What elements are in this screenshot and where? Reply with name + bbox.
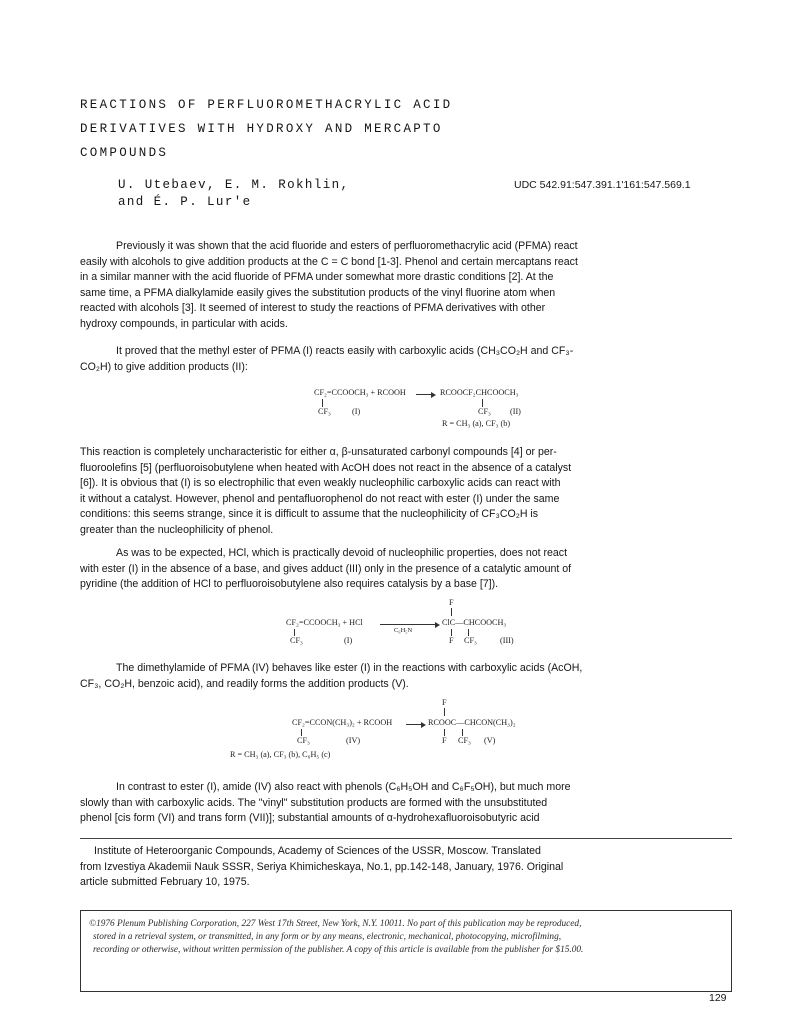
text-line: Institute of Heteroorganic Compounds, Academy of Sciences of the USSR, Moscow. Translated xyxy=(94,845,541,857)
paragraph-4 xyxy=(80,546,735,593)
text-line: it without a catalyst. However, phenol and pentafluorophenol do not react with ester (I) under the same xyxy=(80,492,560,505)
paragraph-6 xyxy=(80,780,735,827)
bond-line xyxy=(451,629,452,636)
title-line: REACTIONS OF PERFLUOROMETHACRYLIC ACID xyxy=(80,98,453,112)
substituent: CF₃ xyxy=(297,736,310,745)
substituent: F xyxy=(449,636,454,645)
authors xyxy=(118,177,349,211)
article-title xyxy=(80,93,740,165)
title-line: DERIVATIVES WITH HYDROXY AND MERCAPTO xyxy=(80,122,443,136)
bond-line xyxy=(444,729,445,736)
affiliation-footnote xyxy=(80,844,730,891)
bond-line xyxy=(462,729,463,736)
text-line: It proved that the methyl ester of PFMA (I) reacts easily with carboxylic acids (CH₃CO₂H and CF₃- xyxy=(116,345,574,357)
reaction-arrow xyxy=(406,724,424,725)
substituent: CF₃ xyxy=(318,407,331,416)
substituent: F xyxy=(442,736,447,745)
reactant-formula: CF₂=CCOOCH₃ + HCl xyxy=(286,618,363,627)
authors-line: U. Utebaev, E. M. Rokhlin, xyxy=(118,178,350,192)
text-line: fluoroolefins [5] (perfluoroisobutylene when heated with AcOH does not react in the absence of a catalyst xyxy=(80,461,572,474)
bond-line xyxy=(294,629,295,636)
text-line: This reaction is completely uncharacteristic for either α, β-unsaturated carbonyl compounds [4] or per- xyxy=(80,446,557,458)
substituent: CF₃ xyxy=(478,407,491,416)
text-line: The dimethylamide of PFMA (IV) behaves like ester (I) in the reactions with carboxylic acids (AcOH, xyxy=(116,662,583,674)
bond-line xyxy=(301,729,302,736)
substituent: CF₃ xyxy=(458,736,471,745)
compound-label: (II) xyxy=(510,407,521,416)
r-group-legend: R = CH₃ (a), CF₃ (b) xyxy=(442,419,511,428)
substituent: F xyxy=(449,598,454,607)
text-line: hydroxy compounds, in particular with acids. xyxy=(80,317,288,330)
authors-line: and É. P. Lur'e xyxy=(118,195,252,209)
substituent: CF₃ xyxy=(290,636,303,645)
text-line: pyridine (the addition of HCl to perfluoroisobutylene also requires catalysis by a base [7]). xyxy=(80,578,499,591)
compound-label: (III) xyxy=(500,636,514,645)
text-line: same time, a PFMA dialkylamide easily gives the substitution products of the vinyl fluorine atom when xyxy=(80,286,556,299)
footnote-divider xyxy=(80,838,732,839)
text-line: CF₃, CO₂H, benzoic acid), and readily forms the addition products (V). xyxy=(80,677,409,690)
product-formula: RCOOC—CHCON(CH₃)₂ xyxy=(428,718,516,727)
copyright-box xyxy=(80,910,732,992)
paragraph-5 xyxy=(80,661,735,692)
text-line: from Izvestiya Akademii Nauk SSSR, Seriya Khimicheskaya, No.1, pp.142-148, January, 1976. Original xyxy=(80,860,564,873)
catalyst-label: C₆H₅N xyxy=(394,627,413,634)
text-line: stored in a retrieval system, or transmitted, in any form or by any means, electronic, mechanical, photocopying, microfilming, xyxy=(93,932,562,942)
equation-1 xyxy=(314,388,554,448)
r-group-legend: R = CH₃ (a), CF₃ (b), C₆H₅ (c) xyxy=(230,750,331,759)
text-line: [6]). It is obvious that (I) is so electrophilic that even weakly nucleophilic carboxylic acids can react with xyxy=(80,477,561,490)
text-line: slowly than with carboxylic acids. The "vinyl" substitution products are formed with the unsubstituted xyxy=(80,796,548,809)
text-line: greater than the nucleophilicity of phenol. xyxy=(80,523,274,536)
bond-line xyxy=(322,399,323,407)
title-line: COMPOUNDS xyxy=(80,146,169,160)
text-line: with ester (I) in the absence of a base, and gives adduct (III) only in the presence of a catalytic amount of xyxy=(80,562,572,575)
bond-line xyxy=(468,629,469,636)
compound-label: (I) xyxy=(344,636,353,645)
text-line: reacted with alcohols [3]. It seemed of interest to study the reactions of PFMA derivatives with other xyxy=(80,302,546,315)
compound-label: (V) xyxy=(484,736,496,745)
bond-line xyxy=(482,399,483,407)
substituent: F xyxy=(442,698,447,707)
text-line: As was to be expected, HCl, which is practically devoid of nucleophilic properties, does not react xyxy=(116,547,568,559)
text-line: In contrast to ester (I), amide (IV) also react with phenols (C₆H₅OH and C₆F₅OH), but much more xyxy=(116,781,571,793)
text-line: CO₂H) to give addition products (II): xyxy=(80,360,248,373)
equation-3 xyxy=(230,698,570,764)
text-line: article submitted February 10, 1975. xyxy=(80,876,250,888)
reaction-arrow xyxy=(416,394,434,395)
udc-code: UDC 542.91:547.391.1'161:547.569.1 xyxy=(514,179,691,191)
text-line: conditions: this seems strange, since it is difficult to assume that the nucleophilicity of CF₃CO₂H is xyxy=(80,508,539,521)
bond-line xyxy=(444,708,445,716)
reactant-formula: CF₂=CCON(CH₃)₂ + RCOOH xyxy=(292,718,393,727)
product-formula: RCOOCF₂CHCOOCH₃ xyxy=(440,388,519,397)
paragraph-3 xyxy=(80,445,735,539)
bond-line xyxy=(451,608,452,616)
reaction-arrow xyxy=(380,624,438,625)
compound-label: (I) xyxy=(352,407,361,416)
text-line: ©1976 Plenum Publishing Corporation, 227 West 17th Street, New York, N.Y. 10011. No part of this publication may be reproduced, xyxy=(89,919,582,929)
page-number: 129 xyxy=(709,992,727,1004)
reactant-formula: CF₂=CCOOCH₃ + RCOOH xyxy=(314,388,406,397)
paragraph-1 xyxy=(80,239,735,333)
compound-label: (IV) xyxy=(346,736,361,745)
text-line: Previously it was shown that the acid fluoride and esters of perfluoromethacrylic acid (PFMA) react xyxy=(116,240,578,252)
text-line: in a similar manner with the acid fluoride of PFMA under somewhat more drastic conditions [2]. At the xyxy=(80,271,554,284)
paragraph-2 xyxy=(80,344,735,375)
substituent: CF₃ xyxy=(464,636,477,645)
text-line: phenol [cis form (VI) and trans form (VII)]; substantial amounts of α-hydrohexafluoroisobutyric acid xyxy=(80,812,540,825)
text-line: easily with alcohols to give addition products at the C = C bond [1-3]. Phenol and certain mercaptans react xyxy=(80,255,578,268)
product-formula: ClC—CHCOOCH₃ xyxy=(442,618,507,627)
text-line: recording or otherwise, without written permission of the publisher. A copy of this article is available from the publisher for $15.00. xyxy=(93,945,584,955)
equation-2 xyxy=(286,598,536,650)
